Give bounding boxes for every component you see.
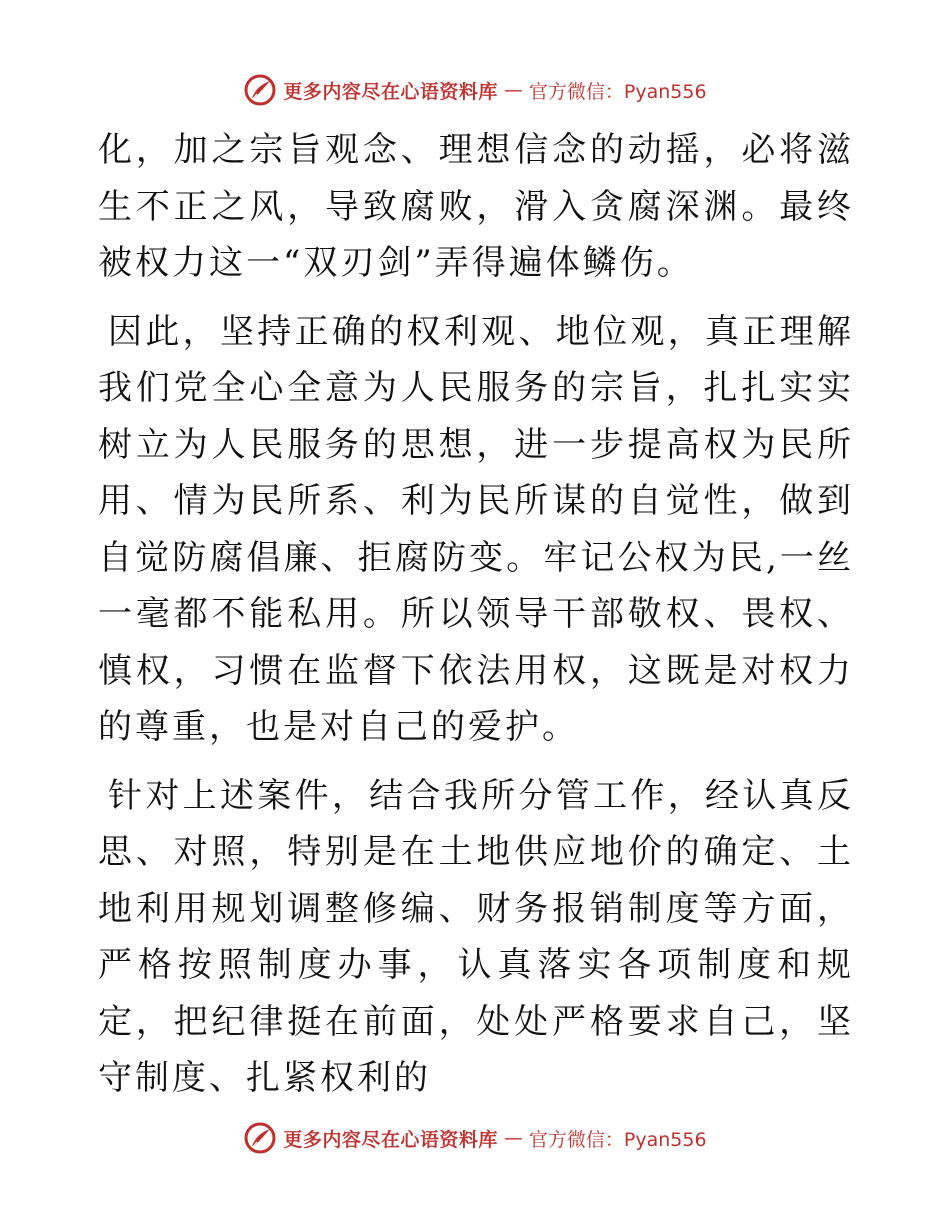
banner-main-text: 更多内容尽在心语资料库 <box>283 1128 498 1151</box>
brand-logo-icon <box>243 1121 277 1155</box>
brand-logo-icon <box>243 73 277 107</box>
document-body <box>98 122 854 1107</box>
banner-dash: — <box>503 79 523 101</box>
banner-wechat-text: 官方微信：Pyan556 <box>528 1128 707 1151</box>
paragraph-1: 化，加之宗旨观念、理想信念的动摇，必将滋生不正之风，导致腐败，滑入贪腐深渊。最终被权力这一“双刃剑”弄得遍体鳞伤。 <box>98 130 854 283</box>
footer-banner <box>0 1118 950 1158</box>
paragraph-3: 针对上述案件，结合我所分管工作，经认真反思、对照，特别是在土地供应地价的确定、土地利用规划调整修编、财务报销制度等方面，严格按照制度办事，认真落实各项制度和规定，把纪律挺在前面，处处严格要求自己，坚守制度、扎紧权利的 <box>98 775 854 1098</box>
banner-main-text: 更多内容尽在心语资料库 <box>283 80 498 103</box>
paragraph-2: 因此，坚持正确的权利观、地位观，真正理解我们党全心全意为人民服务的宗旨，扎扎实实树立为人民服务的思想，进一步提高权为民所用、情为民所系、利为民所谋的自觉性，做到自觉防腐倡廉、拒腐防变。牢记公权为民,一丝一毫都不能私用。所以领导干部敬权、畏权、慎权，习惯在监督下依法用权，这既是对权力的尊重，也是对自己的爱护。 <box>98 311 854 747</box>
header-banner <box>0 70 950 110</box>
banner-dash: — <box>503 1127 523 1149</box>
banner-wechat-text: 官方微信：Pyan556 <box>528 80 707 103</box>
